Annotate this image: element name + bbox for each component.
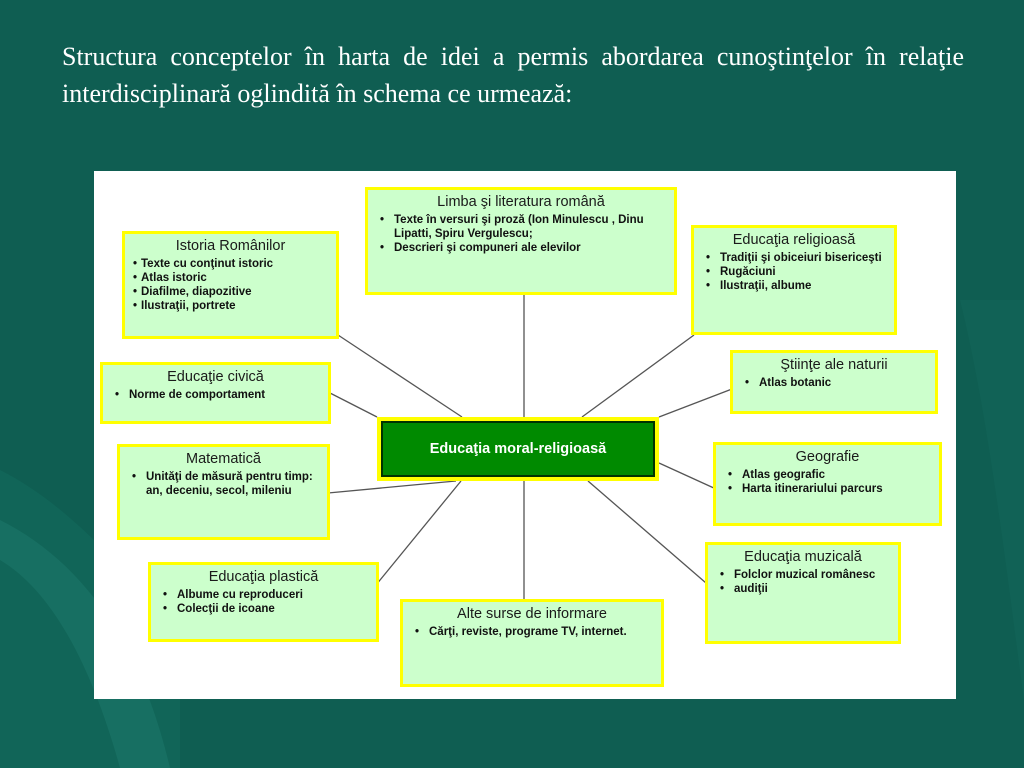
box-geografie (713, 442, 942, 526)
box-educatie-civica (100, 362, 331, 424)
connector-religioasa (582, 335, 694, 417)
box-title: Educaţia muzicală (744, 549, 862, 565)
list-item: • Unităţi de măsură pentru timp: an, deceniu, secol, mileniu (128, 470, 319, 498)
list-item: • audiţii (716, 582, 890, 596)
list-item: • Albume cu reproduceri (159, 588, 368, 602)
list-item: • Ilustraţii, albume (702, 279, 886, 293)
concept-map (94, 171, 956, 699)
list-item: • Ilustraţii, portrete (133, 299, 328, 313)
list-item: • Colecţii de icoane (159, 602, 368, 616)
box-title: Geografie (795, 449, 860, 465)
connector-geografie (659, 463, 716, 489)
box-educatia-muzicala (705, 542, 901, 644)
list-item: • Cărţi, reviste, programe TV, internet. (411, 625, 653, 639)
connector-civica (330, 393, 377, 417)
box-stiinte-naturii (730, 350, 938, 414)
list-item: • Atlas botanic (741, 376, 927, 390)
box-alte-surse (400, 599, 664, 687)
connector-istoria (338, 335, 462, 417)
box-title: Ştiinţe ale naturii (780, 357, 888, 373)
box-educatia-religioasa (691, 225, 897, 335)
box-title: Educaţia religioasă (732, 232, 856, 248)
list-item: • Harta itinerariului parcurs (724, 482, 931, 496)
list-item: • Atlas geografic (724, 468, 931, 482)
list-item: • Tradiţii şi obiceiuri bisericeşti (702, 251, 886, 265)
box-title: Educaţie civică (167, 369, 264, 385)
connector-stiinte (659, 389, 732, 417)
list-item: • Diafilme, diapozitive (133, 285, 328, 299)
box-title: Alte surse de informare (457, 606, 607, 622)
list-item: • Rugăciuni (702, 265, 886, 279)
intro-text: Structura conceptelor în harta de idei a permis abordarea cunoştinţelor în relaţie interdisciplinară oglindită în schema ce urmează: (62, 42, 964, 108)
list-item: • Texte în versuri şi proză (Ion Minulescu , Dinu Lipatti, Spiru Vergulescu; (376, 213, 666, 241)
box-istoria-romanilor (122, 231, 339, 339)
connector-muzicala (588, 481, 706, 583)
list-item: • Descrieri şi compuneri ale elevilor (376, 241, 666, 255)
box-matematica (117, 444, 330, 540)
list-item: • Texte cu conţinut istoric (133, 257, 328, 271)
box-educatia-plastica (148, 562, 379, 642)
central-node (377, 417, 659, 481)
central-node-label: Educaţia moral-religioasă (381, 421, 655, 477)
box-title: Educaţia plastică (208, 569, 319, 585)
connector-matematica (328, 481, 456, 493)
list-item: • Norme de comportament (111, 388, 320, 402)
list-item: • Atlas istoric (133, 271, 328, 285)
list-item: • Folclor muzical românesc (716, 568, 890, 582)
connector-plastica (376, 481, 461, 585)
box-limba-literatura (365, 187, 677, 295)
box-title: Matematică (186, 451, 261, 467)
box-title: Limba şi literatura română (437, 194, 605, 210)
box-title: Istoria Românilor (175, 238, 286, 254)
